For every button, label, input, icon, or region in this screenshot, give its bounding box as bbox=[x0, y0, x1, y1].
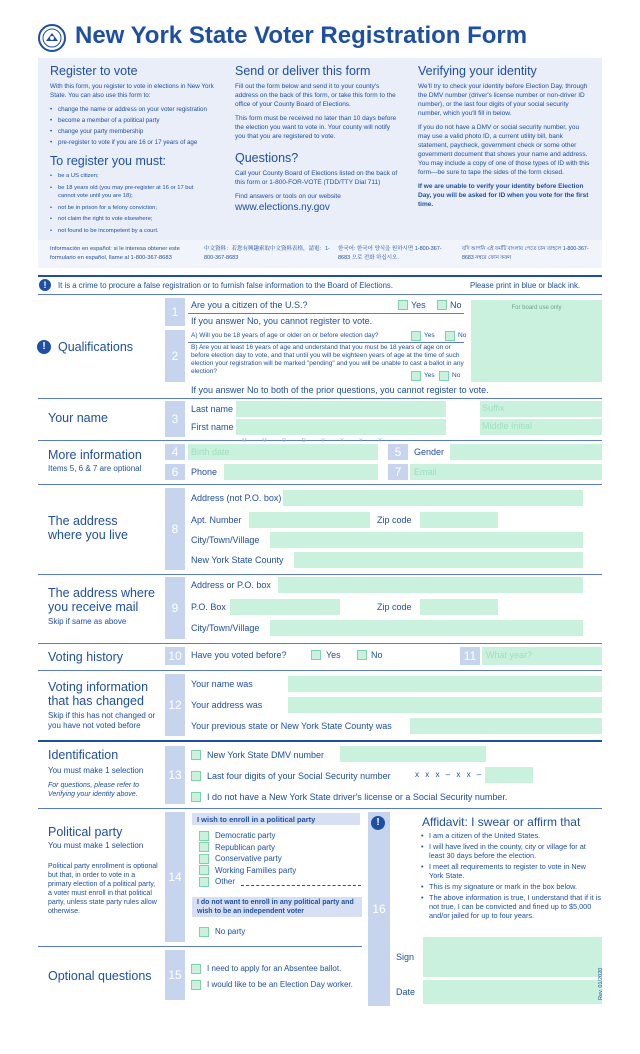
list-item: • I meet all requirements to register to vote in New York State. bbox=[421, 862, 601, 880]
voted-before-label: Have you voted before? bbox=[191, 650, 287, 660]
list-item: • not be in prison for a felony conviction; bbox=[50, 204, 210, 213]
age-a-yes-checkbox[interactable] bbox=[411, 331, 421, 341]
other-party-checkbox[interactable] bbox=[199, 877, 209, 887]
phone-label: Phone bbox=[191, 467, 218, 477]
item-number-14: 14 bbox=[165, 812, 185, 942]
county-label: New York State County bbox=[191, 555, 284, 565]
working-families-checkbox[interactable] bbox=[199, 865, 209, 875]
last-name-label: Last name bbox=[191, 404, 234, 414]
ssn-mask: x x x – x x – bbox=[415, 770, 484, 779]
website-link[interactable]: www.elections.ny.gov bbox=[235, 202, 330, 213]
election-worker-checkbox[interactable] bbox=[191, 980, 201, 990]
election-worker-label: I would like to be an Election Day worker. bbox=[207, 980, 353, 989]
no-id-label: I do not have a New York State driver's license or a Social Security number. bbox=[207, 792, 508, 802]
city-label: City/Town/Village bbox=[191, 535, 260, 545]
ssn-checkbox[interactable] bbox=[191, 771, 201, 781]
list-item: • This is my signature or mark in the box below. bbox=[421, 882, 601, 891]
board-use-box bbox=[471, 300, 602, 382]
age-b-yes-checkbox[interactable] bbox=[411, 371, 421, 381]
dmv-input[interactable] bbox=[340, 746, 486, 762]
email-input[interactable] bbox=[410, 464, 602, 480]
enroll-header: I wish to enroll in a political party bbox=[192, 813, 360, 825]
republican-checkbox[interactable] bbox=[199, 842, 209, 852]
warning-icon: ! bbox=[39, 279, 51, 291]
list-item: • be 18 years old (you may pre-register at 16 or 17 but cannot vote until you are 18); bbox=[50, 184, 210, 201]
birth-date-label: Birth date bbox=[191, 447, 230, 457]
dmv-checkbox[interactable] bbox=[191, 750, 201, 760]
mailing-title: The address where you receive mail bbox=[48, 586, 156, 614]
mail-city-label: City/Town/Village bbox=[191, 623, 260, 633]
street-input[interactable] bbox=[283, 490, 583, 506]
last-name-input[interactable] bbox=[236, 401, 446, 417]
history-title: Voting history bbox=[48, 650, 124, 664]
verify-title: Verifying your identity bbox=[418, 64, 537, 78]
lang-bengali: যদি আপনি এই ফর্মটি বাংলায় পেতে চান তাহলে 1-800-367-8683 নম্বরে ফোন করুন bbox=[462, 246, 589, 261]
conservative-label: Conservative party bbox=[215, 854, 282, 864]
ink-note: Please print in blue or black ink. bbox=[470, 281, 581, 290]
item-number-16: 16 bbox=[368, 812, 390, 1006]
item-number-7: 7 bbox=[388, 464, 408, 480]
item-number-10: 10 bbox=[165, 647, 185, 665]
citizen-question: Are you a citizen of the U.S.? bbox=[191, 300, 308, 310]
item-number-6: 6 bbox=[165, 464, 185, 480]
list-item: • not found to be incompetent by a court. bbox=[50, 227, 210, 236]
questions-p1: Call your County Board of Elections listed on the back of this form or 1-800-FOR-VOTE (TDD/TTY Dial 711) bbox=[235, 170, 398, 186]
apt-label: Apt. Number bbox=[191, 515, 242, 525]
citizen-note: If you answer No, you cannot register to vote. bbox=[191, 316, 373, 326]
changed-sub: Skip if this has not changed or you have not voted before bbox=[48, 711, 156, 730]
verify-p1: We'll try to check your identity before Election Day, through the DMV number (driver's license number or non-driver ID number), or the last four digits of your social security number, which you'll fill in below. bbox=[418, 83, 588, 117]
ny-state-seal-icon bbox=[38, 24, 66, 52]
prev-county-input[interactable] bbox=[410, 718, 602, 734]
age-b-no-label: No bbox=[452, 372, 461, 379]
age-question-a: A) Will you be 18 years of age or older on or before election day? bbox=[191, 332, 379, 339]
prev-name-input[interactable] bbox=[288, 676, 602, 692]
working-families-label: Working Families party bbox=[215, 865, 297, 875]
date-input[interactable] bbox=[423, 980, 602, 1004]
ssn-input[interactable] bbox=[485, 767, 533, 783]
affidavit-title: Affidavit: I swear or affirm that bbox=[422, 815, 581, 829]
list-item: • be a US citizen; bbox=[50, 172, 210, 181]
affidavit-list bbox=[421, 831, 601, 920]
id-sub: You must make 1 selection bbox=[48, 766, 144, 775]
item-number-12: 12 bbox=[165, 674, 185, 736]
mail-street-input[interactable] bbox=[278, 577, 583, 593]
voted-yes-label: Yes bbox=[326, 650, 341, 660]
voted-no-label: No bbox=[371, 650, 383, 660]
item-number-9: 9 bbox=[165, 577, 185, 639]
register-list bbox=[50, 104, 225, 148]
list-item: • not claim the right to vote elsewhere; bbox=[50, 215, 210, 224]
conservative-checkbox[interactable] bbox=[199, 854, 209, 864]
first-name-input[interactable] bbox=[236, 419, 446, 435]
questions-p2: Find answers or tools on our website bbox=[235, 193, 341, 200]
citizen-no-checkbox[interactable] bbox=[437, 300, 447, 310]
mail-zip-label: Zip code bbox=[377, 602, 412, 612]
voted-yes-checkbox[interactable] bbox=[311, 650, 321, 660]
suffix-label: Suffix bbox=[482, 403, 505, 413]
prev-address-label: Your address was bbox=[191, 700, 263, 710]
no-party-label: No party bbox=[215, 927, 246, 936]
item-number-4: 4 bbox=[165, 444, 185, 460]
verify-p3: If we are unable to verify your identity before Election Day, you will be asked for ID when you vote for the first time. bbox=[418, 183, 589, 208]
id-title: Identification bbox=[48, 748, 119, 762]
affidavit-alert-icon: ! bbox=[371, 816, 385, 830]
middle-initial-label: Middle Initial bbox=[482, 421, 533, 431]
list-item: • I am a citizen of the United States. bbox=[421, 831, 601, 840]
list-item: • change your party membership bbox=[50, 126, 225, 137]
zip-label: Zip code bbox=[377, 515, 412, 525]
citizen-no-label: No bbox=[450, 300, 462, 310]
list-item: • I will have lived in the county, city or village for at least 30 days before the election. bbox=[421, 842, 601, 860]
prev-address-input[interactable] bbox=[288, 697, 602, 713]
item-number-15: 15 bbox=[165, 950, 185, 1000]
list-item: • become a member of a political party bbox=[50, 115, 225, 126]
warning-text: It is a crime to procure a false registration or to furnish false information to the Board of Elections. bbox=[58, 281, 393, 290]
absentee-checkbox[interactable] bbox=[191, 964, 201, 974]
send-p1: Fill out the form below and send it to your county's address on the back of this form, or take this form to the office of your County Board of Elections. bbox=[235, 83, 396, 108]
sign-label: Sign bbox=[396, 952, 415, 962]
list-item: • pre-register to vote if you are 16 or 17 years of age bbox=[50, 137, 225, 148]
apt-input[interactable] bbox=[249, 512, 370, 528]
prev-name-label: Your name was bbox=[191, 679, 253, 689]
mail-street-label: Address or P.O. box bbox=[191, 580, 271, 590]
item-number-3: 3 bbox=[165, 401, 185, 437]
democratic-label: Democratic party bbox=[215, 831, 276, 841]
republican-label: Republican party bbox=[215, 842, 276, 852]
ssn-label: Last four digits of your Social Security number bbox=[207, 771, 391, 781]
lang-korean: 한국어: 한국어 양식을 원하시면 1-800-367-8683 으로 전화 하십시오. bbox=[338, 246, 442, 261]
birth-date-mask: M M D D Y Y Y Y bbox=[242, 438, 389, 444]
optional-title: Optional questions bbox=[48, 969, 152, 983]
register-title: Register to vote bbox=[50, 64, 138, 78]
email-label: Email bbox=[414, 467, 437, 477]
page-title: New York State Voter Registration Form bbox=[75, 22, 528, 49]
citizen-yes-label: Yes bbox=[411, 300, 426, 310]
age-b-no-checkbox[interactable] bbox=[439, 371, 449, 381]
no-id-checkbox[interactable] bbox=[191, 792, 201, 802]
more-info-title: More information bbox=[48, 448, 142, 462]
send-p2: This form must be received no later than 10 days before the election you want to vote in. Your county will notify you that you are registered to vote. bbox=[235, 115, 397, 140]
send-title: Send or deliver this form bbox=[235, 64, 371, 78]
list-item: • The above information is true, I understand that if it is not true, I can be convicted and fined up to $5,000 and/or jailed for up to four years. bbox=[421, 893, 601, 920]
phone-input[interactable] bbox=[224, 464, 378, 480]
prev-county-label: Your previous state or New York State County was bbox=[191, 721, 392, 731]
zip-input[interactable] bbox=[420, 512, 498, 528]
mail-zip-input[interactable] bbox=[420, 599, 498, 615]
age-a-no-label: No bbox=[458, 332, 467, 339]
must-list bbox=[50, 172, 210, 235]
lang-chinese: 中文資料：若您有興趣索取中文資料表格，請電：1-800-367-8683 bbox=[204, 246, 330, 261]
questions-title: Questions? bbox=[235, 151, 299, 165]
must-title: To register you must: bbox=[50, 154, 167, 168]
item-number-11: 11 bbox=[460, 647, 480, 665]
signature-box[interactable] bbox=[423, 937, 602, 977]
item-number-1: 1 bbox=[165, 298, 185, 326]
gender-label: Gender bbox=[414, 447, 445, 457]
address-title: The address where you live bbox=[48, 514, 128, 542]
po-box-input[interactable] bbox=[230, 599, 340, 615]
age-question-b: B) Are you at least 16 years of age and understand that you must be 18 years of age on or before election day to vote, and that until you will be eighteen years of age at the time of such election your registration will be marked "pending" and you will be unable to cast a ballot in any election? bbox=[191, 344, 464, 375]
id-sub2: For questions, please refer to Verifying your identity above. bbox=[48, 782, 140, 798]
age-a-no-checkbox[interactable] bbox=[445, 331, 455, 341]
register-lead: With this form, you register to vote in elections in New York State. You can also use this form to: bbox=[50, 83, 214, 99]
changed-title: Voting information that has changed bbox=[48, 680, 149, 708]
more-info-sub: Items 5, 6 & 7 are optional bbox=[48, 464, 142, 473]
qualifications-icon: ! bbox=[37, 340, 51, 354]
other-party-label: Other bbox=[215, 877, 236, 887]
voted-no-checkbox[interactable] bbox=[357, 650, 367, 660]
mail-city-input[interactable] bbox=[270, 620, 583, 636]
party-title: Political party bbox=[48, 825, 123, 839]
name-title: Your name bbox=[48, 411, 108, 425]
independent-header: I do not want to enroll in any political party and wish to be an independent voter bbox=[192, 897, 362, 917]
gender-input[interactable] bbox=[450, 444, 602, 460]
date-label: Date bbox=[396, 987, 416, 997]
qualifications-title: Qualifications bbox=[58, 340, 134, 354]
item-number-5: 5 bbox=[388, 444, 408, 460]
no-party-checkbox[interactable] bbox=[199, 927, 209, 937]
age-b-yes-label: Yes bbox=[424, 372, 435, 379]
age-a-yes-label: Yes bbox=[424, 332, 435, 339]
street-label: Address (not P.O. box) bbox=[191, 493, 282, 503]
citizen-yes-checkbox[interactable] bbox=[398, 300, 408, 310]
dmv-label: New York State DMV number bbox=[207, 750, 325, 760]
lang-spanish: Información en español: si le interesa obtener este formulario en español, llame al 1-800-367-8683 bbox=[50, 246, 180, 261]
democratic-checkbox[interactable] bbox=[199, 831, 209, 841]
item-number-8: 8 bbox=[165, 488, 185, 570]
county-input[interactable] bbox=[294, 552, 583, 568]
board-use-label: For board use only bbox=[511, 305, 562, 311]
mailing-sub: Skip if same as above bbox=[48, 617, 127, 626]
revision-label: Rev. 01/2020 bbox=[598, 967, 604, 1000]
po-box-label: P.O. Box bbox=[191, 602, 226, 612]
item-number-2: 2 bbox=[165, 330, 185, 382]
first-name-label: First name bbox=[191, 422, 234, 432]
party-sub: You must make 1 selection bbox=[48, 841, 144, 850]
list-item: • change the name or address on your voter registration bbox=[50, 104, 225, 115]
city-input[interactable] bbox=[270, 532, 583, 548]
year-voted-label: What year? bbox=[486, 650, 533, 660]
absentee-label: I need to apply for an Absentee ballot. bbox=[207, 964, 342, 973]
verify-p2: If you do not have a DMV or social security number, you may use a valid photo ID, a current utility bill, bank statement, paycheck, government check or some other government document that shows your name and address. You may include a copy of one of those types of ID with this form—be sure to tape the sides of the form closed. bbox=[418, 124, 590, 176]
party-desc: Political party enrollment is optional but that, in order to vote in a primary election of a political party, a voter must enroll in that political party, unless state party rules allow otherwise. bbox=[48, 863, 158, 915]
item-number-13: 13 bbox=[165, 746, 185, 804]
other-party-input[interactable] bbox=[241, 878, 361, 886]
age-note: If you answer No to both of the prior questions, you cannot register to vote. bbox=[191, 385, 489, 395]
